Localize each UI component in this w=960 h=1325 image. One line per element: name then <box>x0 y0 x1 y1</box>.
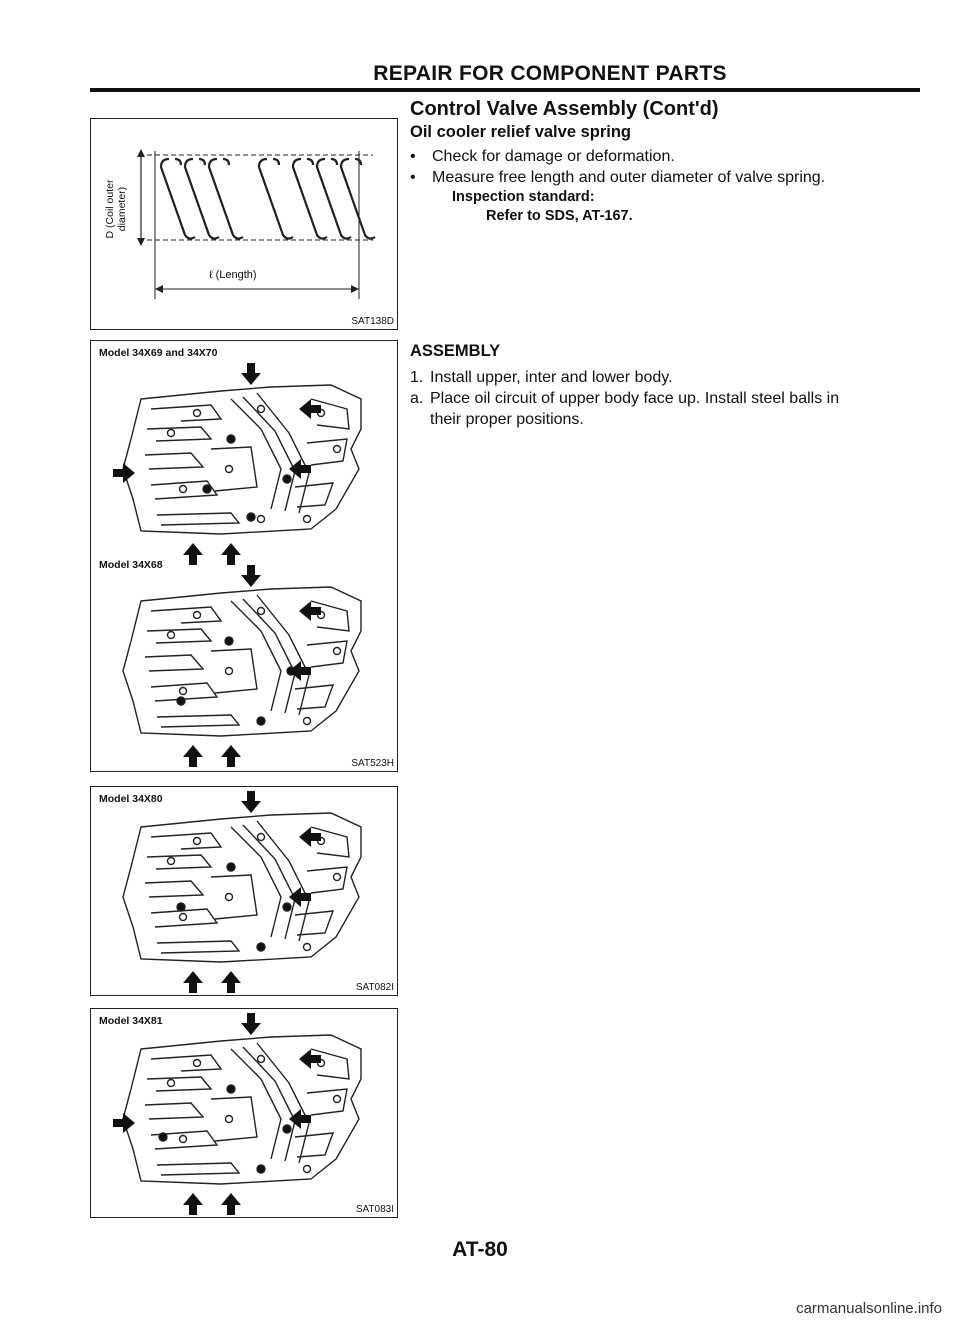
spring-coil <box>161 159 195 239</box>
spring-coil <box>259 159 293 239</box>
oil-passage <box>157 1163 239 1175</box>
valve-body-outline <box>123 1035 361 1184</box>
watermark-text: carmanualsonline.info <box>796 1300 942 1317</box>
diameter-label-line2: diameter) <box>116 186 128 232</box>
oil-passage <box>307 641 347 667</box>
spring-heading: Oil cooler relief valve spring <box>410 123 632 141</box>
arrow-icon <box>183 745 203 767</box>
spring-coil-top <box>199 159 205 165</box>
oil-hole <box>334 648 341 655</box>
oil-hole <box>258 516 265 523</box>
arrow-icon <box>241 1013 261 1035</box>
arrow-icon <box>113 463 135 483</box>
oil-passage <box>145 453 203 469</box>
valve-body-outline <box>123 587 361 736</box>
oil-hole <box>334 446 341 453</box>
bullet-text: Check for damage or deformation. <box>432 148 675 165</box>
bullet-icon: • <box>410 169 416 186</box>
arrow-icon <box>183 543 203 565</box>
inspection-standard-ref: Refer to SDS, AT-167. <box>486 208 633 224</box>
oil-hole <box>194 410 201 417</box>
oil-passage <box>211 649 257 693</box>
spring-coil <box>185 159 219 239</box>
oil-passage <box>157 715 239 727</box>
spring-coil-top <box>223 159 229 165</box>
steel-ball-marker <box>225 637 233 645</box>
oil-passage <box>311 827 349 857</box>
oil-hole <box>180 914 187 921</box>
oil-hole <box>226 1116 233 1123</box>
model-label: Model 34X68 <box>99 559 163 571</box>
valve-body-figure-2 <box>90 786 398 996</box>
steel-ball-marker <box>283 475 291 483</box>
steel-ball-marker <box>227 1085 235 1093</box>
oil-passage <box>147 427 211 441</box>
oil-passage <box>307 867 347 893</box>
oil-hole <box>180 486 187 493</box>
oil-hole <box>180 1136 187 1143</box>
oil-passage <box>231 1049 281 1159</box>
oil-passage <box>307 1089 347 1115</box>
oil-hole <box>334 874 341 881</box>
oil-hole <box>194 1060 201 1067</box>
assembly-step-a <box>410 388 910 430</box>
oil-hole <box>168 1080 175 1087</box>
oil-hole <box>258 406 265 413</box>
arrow-icon <box>299 399 321 419</box>
oil-passage <box>145 655 203 671</box>
oil-passage <box>151 833 221 849</box>
step-number: 1. <box>410 369 424 386</box>
arrow-icon <box>221 745 241 767</box>
oil-hole <box>226 668 233 675</box>
oil-passage <box>211 1097 257 1141</box>
oil-passage <box>311 399 349 429</box>
step-text-cont: their proper positions. <box>430 411 584 428</box>
figure-code: SAT083I <box>355 1204 394 1215</box>
arrow-icon <box>221 1193 241 1215</box>
bullet-text: Measure free length and outer diameter of valve spring. <box>432 169 826 186</box>
steel-ball-marker <box>227 863 235 871</box>
oil-passage <box>147 629 211 643</box>
arrow-icon <box>241 791 261 813</box>
steel-ball-marker <box>257 717 265 725</box>
valve-body-diagram <box>91 787 399 997</box>
arrow-icon <box>299 827 321 847</box>
oil-hole <box>168 430 175 437</box>
bullet-item <box>410 146 910 167</box>
oil-hole <box>194 838 201 845</box>
arrow-icon <box>221 543 241 565</box>
oil-hole <box>258 834 265 841</box>
oil-passage <box>311 1049 349 1079</box>
spring-figure <box>90 118 398 330</box>
oil-hole <box>304 718 311 725</box>
oil-passage <box>231 399 281 509</box>
oil-hole <box>304 516 311 523</box>
spring-coil <box>341 159 375 239</box>
arrow-icon <box>183 1193 203 1215</box>
steel-ball-marker <box>283 1125 291 1133</box>
step-letter: a. <box>410 390 424 407</box>
inspection-standard-label: Inspection standard: <box>452 189 595 205</box>
length-label: ℓ (Length) <box>209 269 257 281</box>
diameter-label-line1: D (Coil outer <box>104 179 116 239</box>
arrow-icon <box>113 1113 135 1133</box>
oil-passage <box>147 855 211 869</box>
diameter-label <box>97 167 131 257</box>
oil-hole <box>194 612 201 619</box>
oil-passage <box>151 1055 221 1071</box>
spring-diagram <box>91 119 399 331</box>
steel-ball-marker <box>247 513 255 521</box>
oil-passage <box>243 1047 295 1161</box>
spring-coil <box>317 159 351 239</box>
steel-ball-marker <box>177 697 185 705</box>
arrow-icon <box>241 565 261 587</box>
spring-coil-top <box>273 159 279 165</box>
steel-ball-marker <box>203 485 211 493</box>
oil-passage <box>243 825 295 939</box>
bullet-icon: • <box>410 148 416 165</box>
spring-coil-top <box>307 159 313 165</box>
oil-passage <box>257 821 309 941</box>
oil-passage <box>151 405 221 421</box>
model-label: Model 34X80 <box>99 793 163 805</box>
oil-hole <box>226 894 233 901</box>
header-rule <box>90 88 920 92</box>
oil-hole <box>304 1166 311 1173</box>
oil-passage <box>311 601 349 631</box>
oil-passage <box>231 827 281 937</box>
oil-passage <box>231 601 281 711</box>
oil-passage <box>145 881 203 897</box>
oil-passage <box>211 447 257 491</box>
step-text: Place oil circuit of upper body face up. Install steel balls in <box>430 390 840 407</box>
spring-coil-top <box>175 159 181 165</box>
oil-passage <box>151 607 221 623</box>
spring-coil <box>293 159 327 239</box>
section-title: REPAIR FOR COMPONENT PARTS <box>373 62 727 85</box>
oil-hole <box>304 944 311 951</box>
steel-ball-marker <box>159 1133 167 1141</box>
oil-hole <box>334 1096 341 1103</box>
valve-body-figure-1 <box>90 340 398 772</box>
oil-passage <box>145 1103 203 1119</box>
oil-hole <box>226 466 233 473</box>
oil-passage <box>243 397 295 511</box>
spring-coil-top <box>355 159 361 165</box>
assembly-steps <box>410 367 910 430</box>
valve-body-outline <box>123 813 361 962</box>
oil-passage <box>243 599 295 713</box>
oil-passage <box>211 875 257 919</box>
oil-passage <box>157 941 239 953</box>
model-label: Model 34X81 <box>99 1015 163 1027</box>
arrow-icon <box>299 601 321 621</box>
oil-passage <box>257 1043 309 1163</box>
oil-hole <box>258 1056 265 1063</box>
steel-ball-marker <box>257 943 265 951</box>
arrow-icon <box>183 971 203 993</box>
page-number: AT-80 <box>452 1238 508 1261</box>
valve-body-diagram-upper <box>91 341 399 773</box>
arrow-icon <box>241 363 261 385</box>
oil-passage <box>147 1077 211 1091</box>
steel-ball-marker <box>283 903 291 911</box>
spring-coil <box>209 159 243 239</box>
steel-ball-marker <box>227 435 235 443</box>
valve-body-outline <box>123 385 361 534</box>
arrow-icon <box>221 971 241 993</box>
step-text: Install upper, inter and lower body. <box>430 369 673 386</box>
spring-coil-top <box>331 159 337 165</box>
page-subtitle: Control Valve Assembly (Cont'd) <box>410 98 719 120</box>
oil-passage <box>157 513 239 525</box>
figure-code: SAT082I <box>355 982 394 993</box>
oil-passage <box>151 909 217 927</box>
spring-bullet-list <box>410 146 910 188</box>
oil-passage <box>257 595 309 715</box>
oil-passage <box>307 439 347 465</box>
steel-ball-marker <box>257 1165 265 1173</box>
oil-hole <box>168 858 175 865</box>
assembly-heading: ASSEMBLY <box>410 342 501 360</box>
valve-body-figure-3 <box>90 1008 398 1218</box>
arrow-icon <box>299 1049 321 1069</box>
figure-code: SAT523H <box>351 758 394 769</box>
oil-hole <box>258 608 265 615</box>
oil-hole <box>168 632 175 639</box>
figure-code: SAT138D <box>351 316 394 327</box>
bullet-item <box>410 167 910 188</box>
assembly-step-1 <box>410 367 910 388</box>
model-label: Model 34X69 and 34X70 <box>99 347 218 359</box>
oil-passage <box>257 393 309 513</box>
oil-hole <box>180 688 187 695</box>
valve-body-diagram <box>91 1009 399 1219</box>
steel-ball-marker <box>177 903 185 911</box>
